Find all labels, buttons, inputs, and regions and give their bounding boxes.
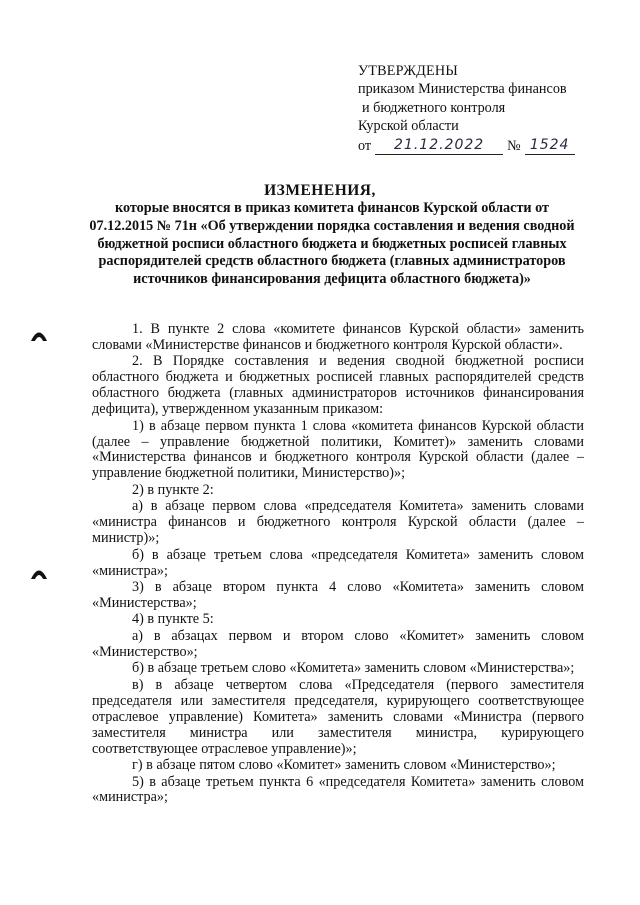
paragraph: 4) в пункте 5: [132, 611, 214, 628]
paragraph: 1. В пункте 2 слова «комитете финансов Курской области» заменить словами «Министерстве финансов и бюджетного контроля Курской области». [92, 321, 584, 353]
hole-punch-mark [30, 328, 48, 342]
document-subtitle: которые вносятся в приказ комитета финансов Курской области от 07.12.2015 № 71н «Об утверждении порядка составления и ведения сводной бюджетной росписи областного бюджета и бюджетных росписей главных распорядителей средств областного бюджета (главных администраторов источников финансирования дефицита областного бюджета)» [89, 200, 575, 288]
paragraph: в) в абзаце четвертом слова «Председателя (первого заместителя председателя или заместителя председателя, курирующего соответствующее отраслевое управление) Комитета» заменить словами «Министра (первого заместителя министра или заместителя министра, курирующего соответствующее отраслевое управление)»; [92, 676, 584, 757]
number-label: № [507, 137, 521, 154]
date-prefix: от [358, 137, 372, 154]
paragraph: 2. В Порядке составления и ведения сводной бюджетной росписи областного бюджета и бюджетных росписей главных распорядителей средств областного бюджета (главных администраторов источников финансирования дефицита), утвержденном указанным приказом: [92, 353, 584, 418]
approval-line: и бюджетного контроля [362, 99, 506, 116]
approval-date-number-row [358, 136, 618, 155]
paragraph: 5) в абзаце третьем пункта 6 «председателя Комитета» заменить словом «министра»; [92, 773, 584, 806]
paragraph: 3) в абзаце втором пункта 4 слово «Комитета» заменить словом «Министерства»; [92, 579, 584, 611]
hole-punch-mark [30, 566, 48, 580]
approval-block [358, 62, 618, 155]
paragraph: а) в абзацах первом и втором слово «Комитет» заменить словом «Министерство»; [92, 627, 584, 660]
document-title: ИЗМЕНЕНИЯ, [264, 182, 376, 199]
paragraph: 2) в пункте 2: [132, 481, 214, 498]
paragraph: а) в абзаце первом слова «председателя Комитета» заменить словами «министра финансов и бюджетного контроля Курской области (далее – министр)»; [92, 498, 584, 547]
handwritten-date: 21.12.2022 [375, 136, 503, 155]
approval-line: Курской области [358, 118, 459, 135]
handwritten-number: 1524 [525, 136, 575, 155]
approval-heading: УТВЕРЖДЕНЫ [358, 63, 458, 79]
paragraph: 1) в абзаце первом пункта 1 слова «комитета финансов Курской области (далее – управление бюджетной политики, Комитет)» заменить словами «Министерства финансов и бюджетного контроля Курской области (далее – управление бюджетной политики, Министерство)»; [92, 417, 584, 482]
paragraph: б) в абзаце третьем слова «председателя Комитета» заменить словом «министра»; [92, 546, 584, 579]
paragraph: б) в абзаце третьем слово «Комитета» заменить словом «Министерства»; [132, 660, 575, 677]
paragraph: г) в абзаце пятом слово «Комитет» заменить словом «Министерство»; [132, 757, 556, 773]
document-body [92, 322, 584, 807]
approval-line: приказом Министерства финансов [358, 81, 567, 98]
